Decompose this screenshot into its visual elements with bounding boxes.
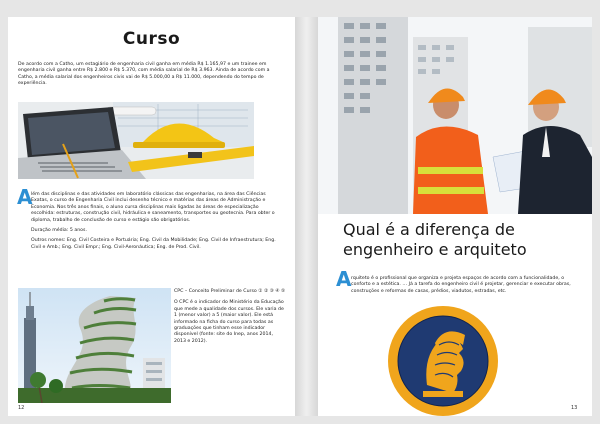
intro-paragraph: De acordo com a Catho, um estagiário de engenharia civil ganha em média R$ 1.165,97 e um trainee em engenharia civil ganha entre R$ 2.800 e R$ 5.370, com média salarial de R$ 3.963. Ainda de acordo com a Catho, a média salarial dos engenheiros civis vai de R$ 5.000,00 a R$ 11.000, dependendo do tempo de experiência. — [18, 62, 270, 87]
section-heading: Qual é a diferença de engenheiro e arquiteto — [343, 220, 527, 259]
book-gutter — [295, 17, 318, 416]
left-page — [8, 17, 295, 416]
engineering-tools-photo — [18, 102, 254, 179]
cpc-section — [174, 289, 286, 345]
course-description — [31, 192, 281, 255]
cpc-heading: CPC – Conceito Preliminar de Curso ① ② ③ ④ ⑤ — [174, 289, 286, 294]
difference-paragraph: rquiteto é o profissional que organiza e projeta espaços de acordo com a funcionalidade, o conforto e a estética. … Já a tarefa do engenheiro civil é projetar, gerenciar e executar obras, construções e reformas de casas, prédios, viadutos, estradas, etc. — [351, 276, 571, 294]
minerva-seal-logo — [387, 305, 499, 416]
tower-photo — [18, 288, 171, 403]
page-title: Curso — [122, 29, 181, 49]
page-number-left: 12 — [18, 405, 25, 411]
cpc-body: O CPC é o indicador do Ministério da Educação que mede a qualidade dos cursos. Ele varia de 1 (menor valor) a 5 (maior valor). Ele está informado na ficha do curso para todas as graduações que tinham esse indicador disponível (fonte: site do Inep, anos 2014, 2013 e 2012). — [174, 300, 284, 344]
drop-cap-letter-right: A — [336, 267, 352, 291]
course-other-names: Outros nomes: Eng. Civil Costeira e Portuária; Eng. Civil da Mobilidade; Eng. Civil de Infraestrutura; Eng. Civil e Amb.; Eng. Civil Empr.; Eng. Civil-Aeronáutica; Eng. de Prod. Civil. — [31, 238, 276, 250]
drop-cap-letter: A — [17, 185, 33, 209]
engineers-photo — [318, 17, 592, 214]
right-page — [318, 17, 592, 416]
course-body-text: lém das disciplinas e das atividades em laboratório clássicas das engenharias, na área das Ciências Exatas, o curso de Engenharia Civil inclui desenho técnico e matérias das áreas de Administração e Economia. Nos três anos finais, o aluno cursa disciplinas mais ligadas às áreas de especialização escolhida: estruturas, construção civil, hidráulica e saneamento, transportes ou geotecnia. Para obter o diploma, trabalho de conclusão de curso e estágio são obrigatórios. — [31, 192, 275, 223]
page-number-right: 13 — [571, 405, 578, 411]
course-duration: Duração média: 5 anos. — [31, 228, 87, 234]
